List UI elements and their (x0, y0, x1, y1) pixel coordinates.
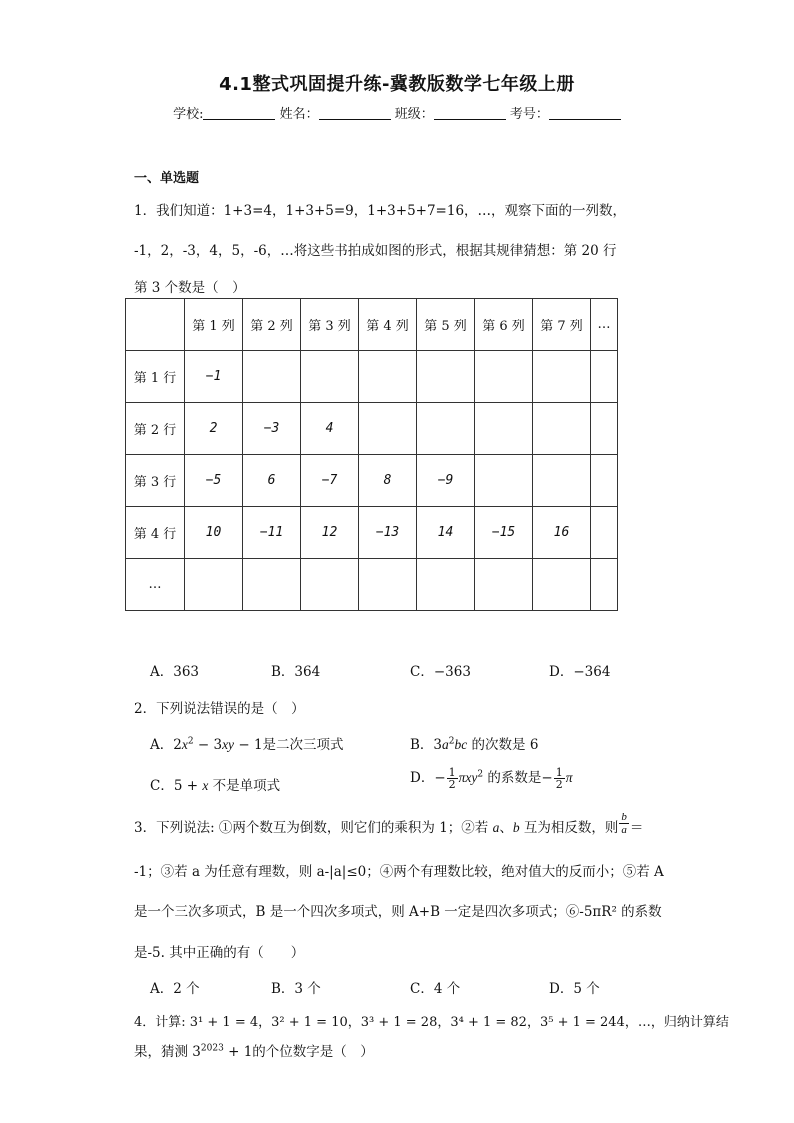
q1-option-c[interactable]: C．−363 (410, 664, 471, 680)
table-cell: 2 (185, 403, 243, 455)
q1-line-1: 1．我们知道：1+3=4，1+3+5=9，1+3+5+7=16，…，观察下面的一列数， (134, 203, 627, 219)
q4-exponent: 2023 (200, 1043, 224, 1054)
section-heading: 一、单选题 (134, 171, 200, 186)
exam-number-label: 考号： (509, 107, 549, 122)
option-letter: A． (150, 737, 174, 753)
table-cell: −1 (185, 351, 243, 403)
table-cell (243, 351, 301, 403)
table-cell: 6 (243, 455, 301, 507)
q3-option-b[interactable]: B．3 个 (271, 981, 321, 997)
row-label: 第 3 行 (126, 455, 185, 507)
table-cell (475, 455, 533, 507)
table-row (126, 507, 618, 559)
class-label: 班级： (394, 107, 434, 122)
q3-text: 、 (499, 820, 513, 836)
table-cell (301, 351, 359, 403)
table-row (126, 351, 618, 403)
table-cell: 16 (533, 507, 591, 559)
table-cell (417, 351, 475, 403)
table-cell: −7 (301, 455, 359, 507)
number-pattern-table (125, 298, 618, 611)
q2-option-d[interactable] (410, 766, 573, 790)
table-header-cell: 第 5 列 (417, 299, 475, 351)
q3-option-d[interactable]: D．5 个 (549, 981, 600, 997)
q4-line-1: 4．计算: 3¹ + 1 = 4，3² + 1 = 10，3³ + 1 = 28，3⁴ + 1 = 82，3⁵ + 1 = 244，…，归纳计算结 (134, 1015, 729, 1030)
math-expression: 5 + x (173, 778, 209, 794)
table-row (126, 559, 618, 611)
q3-option-c[interactable]: C．4 个 (410, 981, 461, 997)
table-cell (591, 507, 618, 559)
q1-option-a[interactable]: A．363 (150, 664, 200, 680)
option-text: 的系数是 (487, 770, 542, 786)
table-cell (359, 559, 417, 611)
option-text: 不是单项式 (212, 778, 281, 794)
q3-line-1: 3．下列说法: ①两个数互为倒数，则它们的乘积为 1；②若 a、b 互为相反数，则 $\frac{b}{a}$ ＝ (134, 811, 644, 836)
table-header-cell: 第 7 列 (533, 299, 591, 351)
table-cell (126, 299, 185, 351)
table-header-cell: … (591, 299, 618, 351)
table-cell: −13 (359, 507, 417, 559)
math-expression: $3a^2bc$ (433, 736, 468, 753)
table-cell: 12 (301, 507, 359, 559)
exam-number-blank[interactable] (549, 107, 621, 120)
table-row (126, 403, 618, 455)
q2-option-a[interactable] (150, 733, 344, 753)
row-label: 第 4 行 (126, 507, 185, 559)
q2-option-b[interactable] (410, 733, 538, 753)
table-cell (301, 559, 359, 611)
table-cell (533, 403, 591, 455)
option-text: 是二次三项式 (262, 737, 344, 753)
table-cell (417, 403, 475, 455)
option-letter: D． (410, 770, 435, 786)
q4-text: 果，猜测 3 (134, 1044, 201, 1060)
q2-option-c[interactable] (150, 774, 280, 794)
name-blank[interactable] (319, 107, 391, 120)
option-letter: B． (410, 737, 434, 753)
table-cell: −15 (475, 507, 533, 559)
table-cell (359, 403, 417, 455)
table-header-cell: 第 2 列 (243, 299, 301, 351)
table-cell: 8 (359, 455, 417, 507)
class-blank[interactable] (434, 107, 506, 120)
school-label: 学校: (173, 107, 204, 122)
q3-text: 3．下列说法: ①两个数互为倒数，则它们的乘积为 1；②若 (134, 820, 493, 836)
q1-line-3: 第 3 个数是（ ） (134, 280, 246, 296)
q1-line-2: -1，2，-3，4，5，-6，…将这些书拍成如图的形式，根据其规律猜想：第 20 行 (134, 243, 617, 259)
table-header-cell: 第 4 列 (359, 299, 417, 351)
table-header-cell: 第 3 列 (301, 299, 359, 351)
table-cell (533, 351, 591, 403)
q3-text: ＝ (629, 820, 644, 836)
table-cell (533, 455, 591, 507)
school-blank[interactable] (203, 107, 275, 120)
option-text: 的次数是 6 (471, 737, 539, 753)
table-cell (475, 403, 533, 455)
math-expression: − $\frac{1}{2}$ π (541, 766, 573, 791)
table-header-cell: 第 1 列 (185, 299, 243, 351)
table-cell (417, 559, 475, 611)
table-header-row (126, 299, 618, 351)
table-row (126, 455, 618, 507)
q3-line-4: 是-5. 其中正确的有（ ） (134, 945, 305, 961)
option-letter: C． (150, 778, 174, 794)
table-cell: −3 (243, 403, 301, 455)
q3-line-3: 是一个三次多项式，B 是一个四次多项式，则 A+B 一定是四次多项式；⑥-5πR² 的系数 (134, 904, 662, 920)
table-cell (359, 351, 417, 403)
table-cell (533, 559, 591, 611)
table-cell: 10 (185, 507, 243, 559)
table-cell (475, 351, 533, 403)
q1-option-b[interactable]: B．364 (271, 664, 321, 680)
table-cell: −9 (417, 455, 475, 507)
q2-stem: 2．下列说法错误的是（ ） (134, 701, 305, 717)
table-cell: 14 (417, 507, 475, 559)
q4-line-2 (134, 1040, 374, 1060)
table-cell (591, 403, 618, 455)
math-expression: − $\frac{1}{2}$ πxy$^2$ (434, 766, 484, 791)
q3-line-2: -1；③若 a 为任意有理数，则 a-|a|≤0；④两个有理数比较，绝对值大的反而小；⑤若 A (134, 864, 664, 880)
document-title: 4.1整式巩固提升练-冀教版数学七年级上册 (219, 74, 575, 95)
table-cell (591, 455, 618, 507)
table-cell (185, 559, 243, 611)
table-cell (475, 559, 533, 611)
q4-text: + 1的个位数字是（ ） (223, 1044, 374, 1060)
table-cell: 4 (301, 403, 359, 455)
table-cell: −5 (185, 455, 243, 507)
math-expression: $2x^2 - 3xy - 1$ (173, 736, 263, 753)
q3-text: 互为相反数，则 (519, 820, 619, 836)
table-cell (591, 559, 618, 611)
table-cell: −11 (243, 507, 301, 559)
row-label: 第 1 行 (126, 351, 185, 403)
name-label: 姓名： (279, 107, 319, 122)
table-header-cell: 第 6 列 (475, 299, 533, 351)
row-label: … (126, 559, 185, 611)
table-cell (591, 351, 618, 403)
row-label: 第 2 行 (126, 403, 185, 455)
student-info-fields (0, 103, 794, 122)
q1-option-d[interactable]: D．−364 (549, 664, 611, 680)
q3-option-a[interactable]: A．2 个 (150, 981, 200, 997)
table-cell (243, 559, 301, 611)
